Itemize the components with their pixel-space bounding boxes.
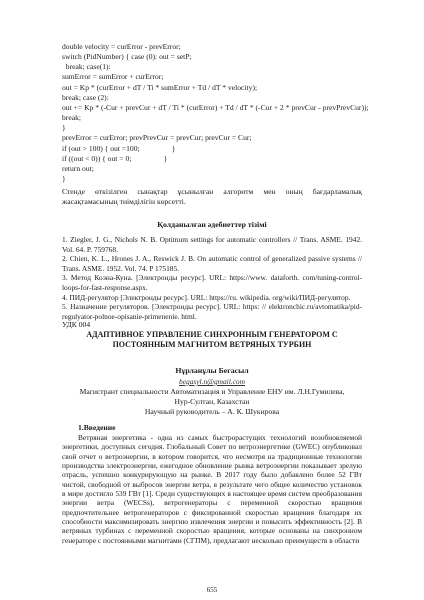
test-conclusion-text: Стенде өткізілген сынақтар ұсынылған алгоритм мен оның бағдарламалық жасақтамасының тиімділігін көрсетті. xyxy=(62,187,362,206)
code-line: break; xyxy=(62,113,81,123)
reference-item: 4. ПИД-регулятор [Электронды ресурс]. URL: https://ru. wikipedia. org/wiki/ПИД-регулятор. xyxy=(62,292,351,302)
code-listing xyxy=(62,42,392,184)
reference-item: 3. Метод Коэна-Куна. [Электронды ресурс]. URL: https://www. dataforth. com/tuning-control-loops-for-fast-response.aspx. xyxy=(62,273,362,292)
author-name: Нұрланұлы Бегасыл xyxy=(175,366,249,375)
section-heading-introduction: 1.Введение xyxy=(78,423,116,432)
code-line: prevError = curError; prevPrevCur = prevCur; prevCur = Cur; xyxy=(62,133,252,143)
code-line: } xyxy=(62,174,66,184)
references-list xyxy=(62,235,362,321)
page-number: 655 xyxy=(206,586,218,594)
code-line: } xyxy=(62,123,66,133)
code-line: break; case (2): xyxy=(62,92,109,102)
code-line: return out; xyxy=(62,163,94,173)
code-line: out += Kp * (-Cur + prevCur + dT / Ti * (curError) + Td / dT * (-Cur + 2 * prevCur - prevPrevCur)); xyxy=(62,102,369,112)
code-line: if ((out < 0)) { out = 0; } xyxy=(62,153,168,163)
article-title: АДАПТИВНОЕ УПРАВЛЕНИЕ СИНХРОННЫМ ГЕНЕРАТОРОМ С ПОСТОЯННЫМ МАГНИТОМ ВЕТРЯНЫХ ТУРБИН xyxy=(86,330,338,349)
code-line: out = Kp * (curError + dT / Ti * sumError + Td / dT * velocity); xyxy=(62,82,258,92)
code-line: sumError = sumError + curError; xyxy=(62,72,164,82)
udk-code: УДК 004 xyxy=(62,320,91,329)
code-line: double velocity = curError - prevError; xyxy=(62,42,181,51)
author-affiliation: Магистрант специальности Автоматизация и Управление ЕНУ им. Л.Н.Гумилева, xyxy=(79,387,345,396)
reference-item: 5. Назначение регуляторов. [Электронды ресурс]. URL: https: // elektronchic.ru/avtomatika/pid-regulyator-polnoe-opisanie-primenenie. html. xyxy=(62,302,362,321)
scientific-advisor: Научный руководитель – А. К. Шукирова xyxy=(144,407,280,416)
author-email[interactable]: begasyl.n@gmail.com xyxy=(179,377,245,386)
introduction-paragraph: Ветряная энергетика - одна из самых быстрорастущих технологий возобновляемой энергетики, доступных сегодня. Глобальный Совет по ветроэнергетике (GWEC) опубликовал свой отчет о ветроэнергии, в котором говорится, что несмотря на традиционные технологии производства электроэнергии, ежегодное обновление рынка ветроэнергии показывает зрелую отрасль, успешно конкурирующую на рынке. В 2017 году было добавлено более 52 ГВт чистой, свободной от выбросов энергии ветра, в результате чего общее количество установок в мире достигло 539 ГВт [1]. Среди существующих в настоящее время систем преобразования энергии ветра (WECSs), ветрогенераторы с переменной скоростью вращения предпочтительнее ветрогенераторов с фиксированной скоростью вращения благодаря их способности максимизировать энергию извлечения энергии и повысить эффективность [2]. В ветряных турбинах с переменной скоростью вращения, которые основаны на синхронном генераторе с постоянными магнитами (СГПМ), предлагают несколько преимуществ в области xyxy=(62,433,362,545)
code-line: if (out > 100) { out =100; } xyxy=(62,143,176,153)
reference-item: 1. Ziegler, J. G., Nichols N. B. Optimum settings for automatic controllers // Trans. ASME. 1942. Vol. 64. P. 759768. xyxy=(62,235,362,254)
reference-item: 2. Chien, K. L., Hrones J. A., Reswick J. B. On automatic control of generalized passive systems // Trans. ASME. 1952. Vol. 74. P 175185. xyxy=(62,254,362,273)
author-location: Нур-Султан, Казахстан xyxy=(174,397,250,406)
code-line: break; case(1): xyxy=(62,62,111,72)
references-heading: Қолданылған әдебиеттер тізімі xyxy=(157,220,267,229)
code-line: switch (PidNumber) { case (0): out = setP; xyxy=(62,52,192,62)
